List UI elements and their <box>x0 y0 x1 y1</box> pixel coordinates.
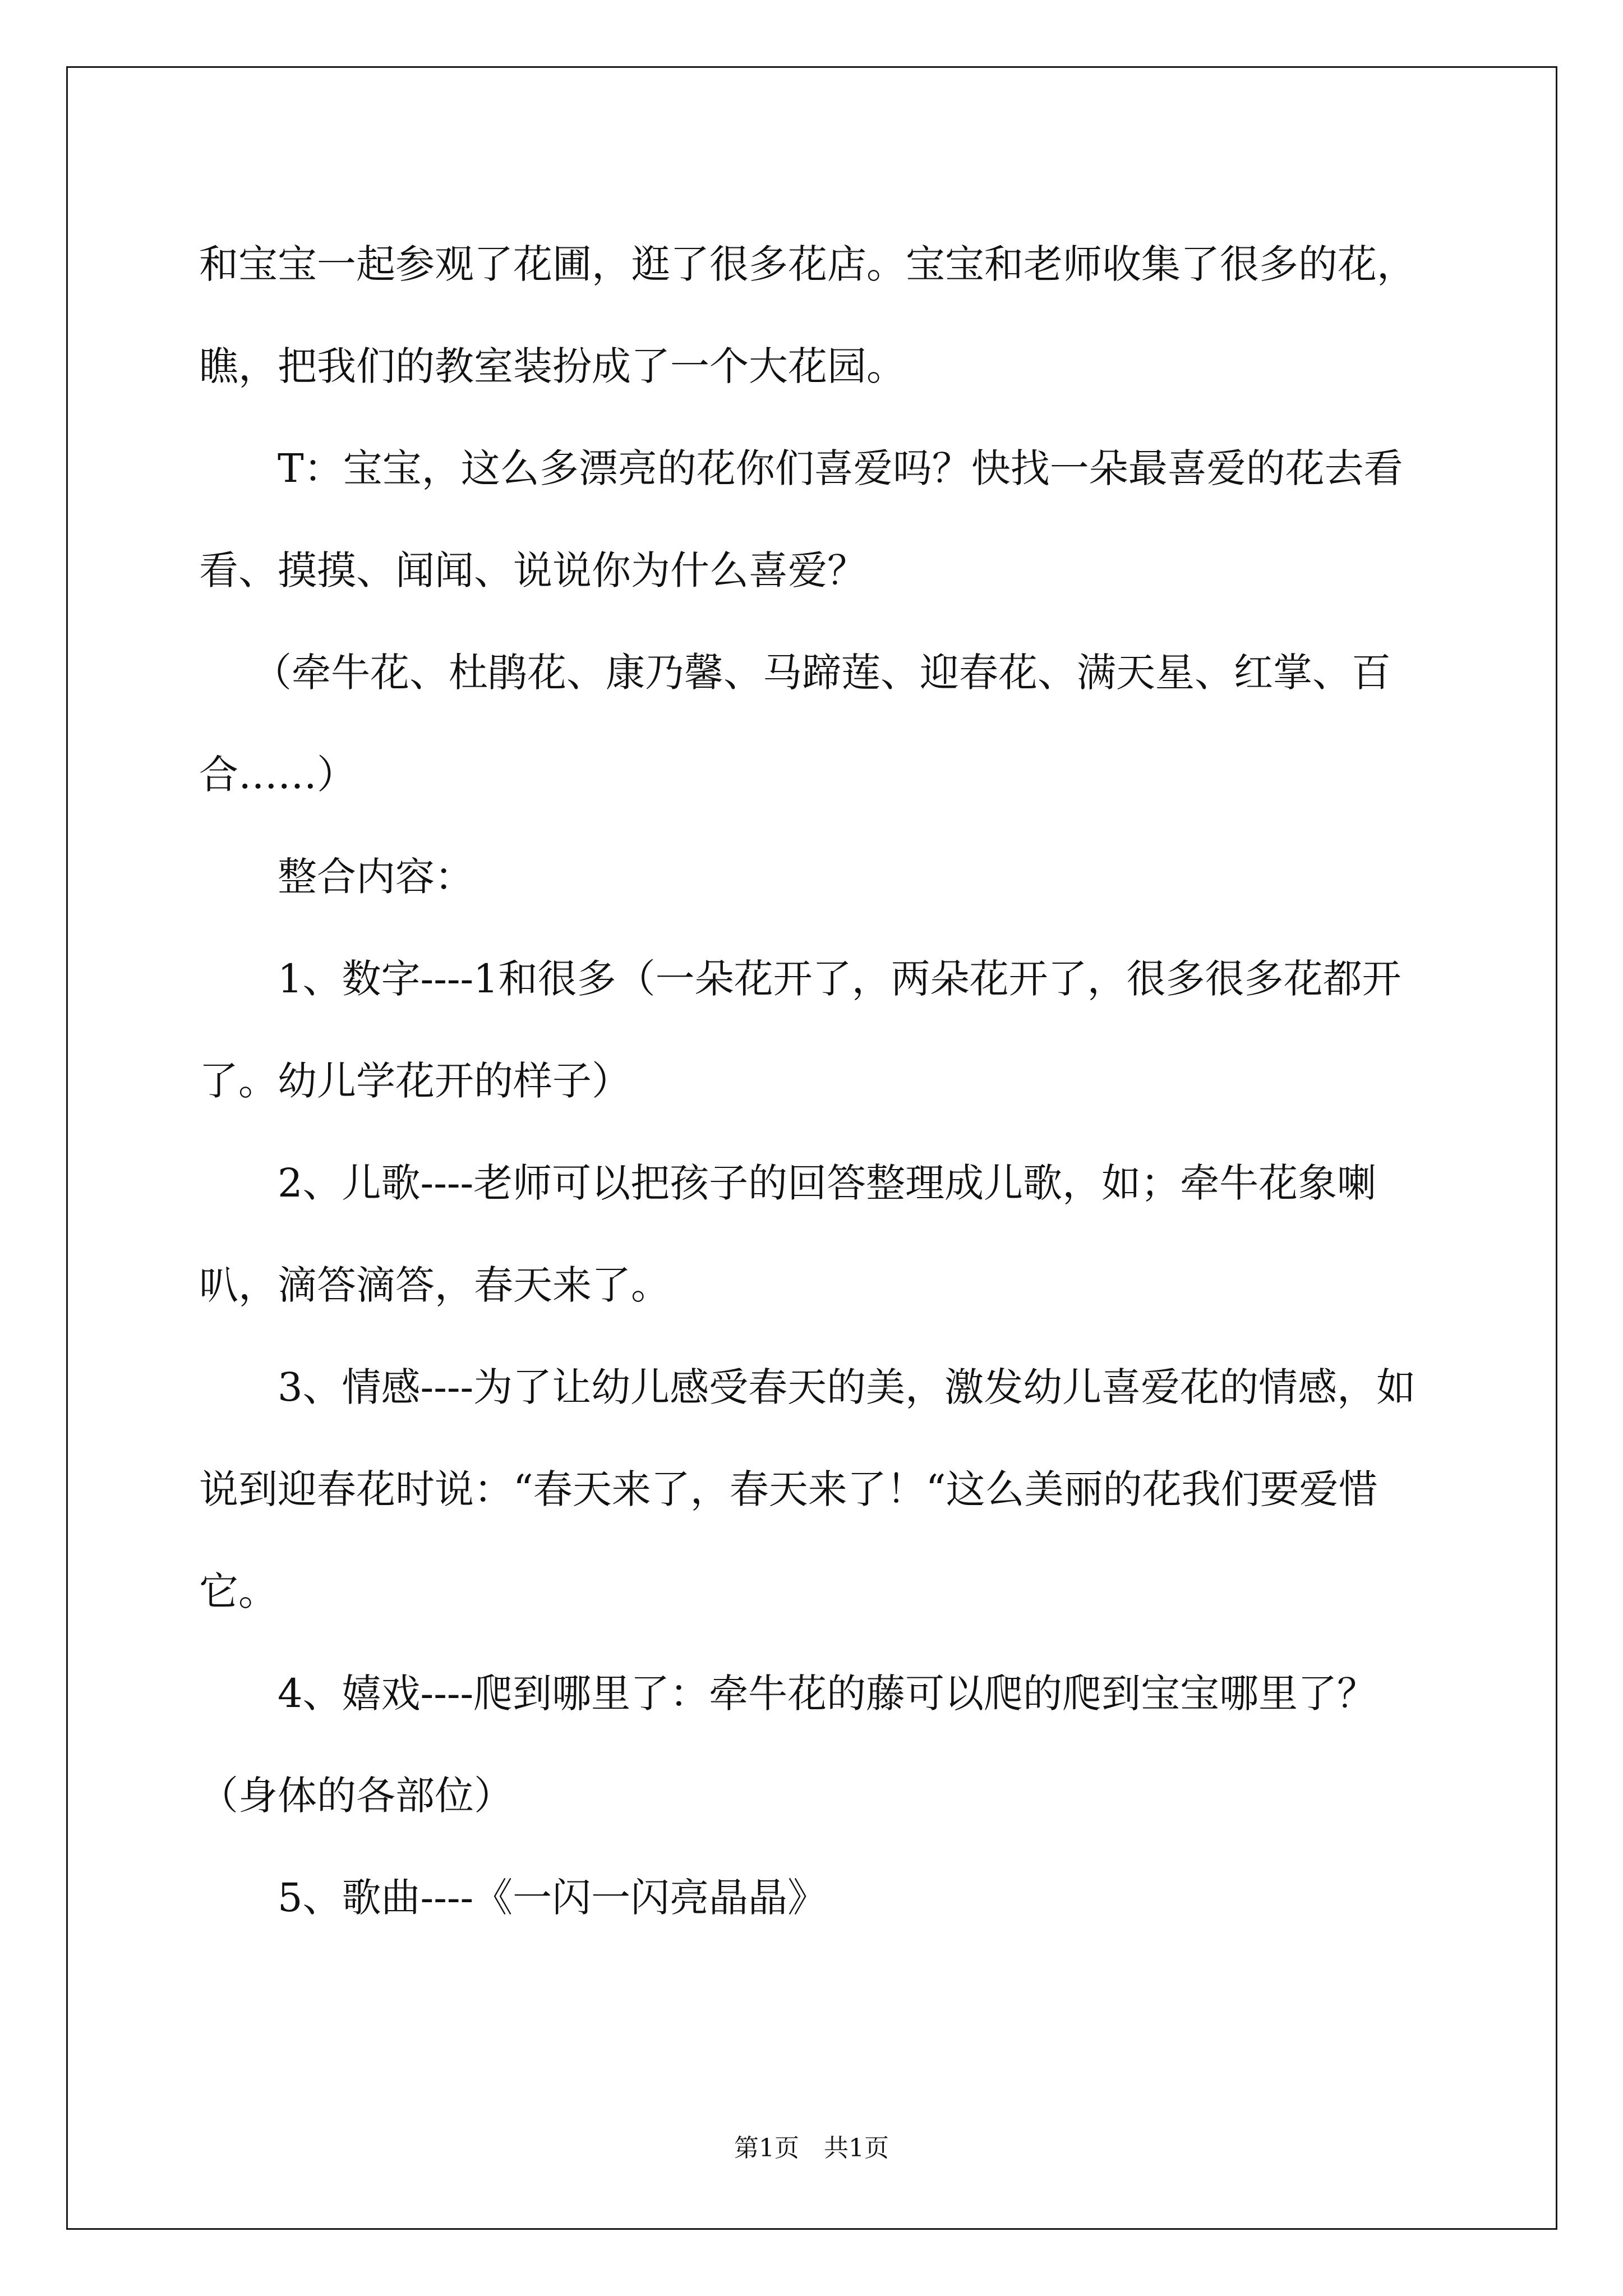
paragraph-4: 整合内容： <box>278 854 474 900</box>
paragraph-8: 4、嬉戏----爬到哪里了：牵牛花的藤可以爬的爬到宝宝哪里了？（身体的各部位） <box>199 1671 1377 1819</box>
paragraph-3: （牵牛花、杜鹃花、康乃馨、马蹄莲、迎春花、满天星、红掌、百合……） <box>199 650 1391 798</box>
paragraph-5: 1、数字----1和很多（一朵花开了，两朵花开了，很多很多花都开了。幼儿学花开的样子） <box>199 956 1401 1104</box>
page-footer <box>0 2132 1623 2165</box>
paragraph-7: 3、情感----为了让幼儿感受春天的美，激发幼儿喜爱花的情感，如说到迎春花时说：“春天来了，春天来了！“这么美丽的花我们要爱惜它。 <box>199 1364 1416 1614</box>
page-number-current: 第1页 <box>734 2134 799 2162</box>
document-body <box>199 213 1441 1949</box>
paragraph-2: T：宝宝，这么多漂亮的花你们喜爱吗？快找一朵最喜爱的花去看看、摸摸、闻闻、说说你为什么喜爱？ <box>199 445 1403 593</box>
paragraph-1: 和宝宝一起参观了花圃，逛了很多花店。宝宝和老师收集了很多的花，瞧，把我们的教室装扮成了一个大花园。 <box>199 241 1416 389</box>
paragraph-9: 5、歌曲----《一闪一闪亮晶晶》 <box>278 1875 827 1921</box>
paragraph-6: 2、儿歌----老师可以把孩子的回答整理成儿歌，如；牵牛花象喇叭，滴答滴答，春天来了。 <box>199 1160 1377 1308</box>
page-number-total: 共1页 <box>824 2134 889 2162</box>
